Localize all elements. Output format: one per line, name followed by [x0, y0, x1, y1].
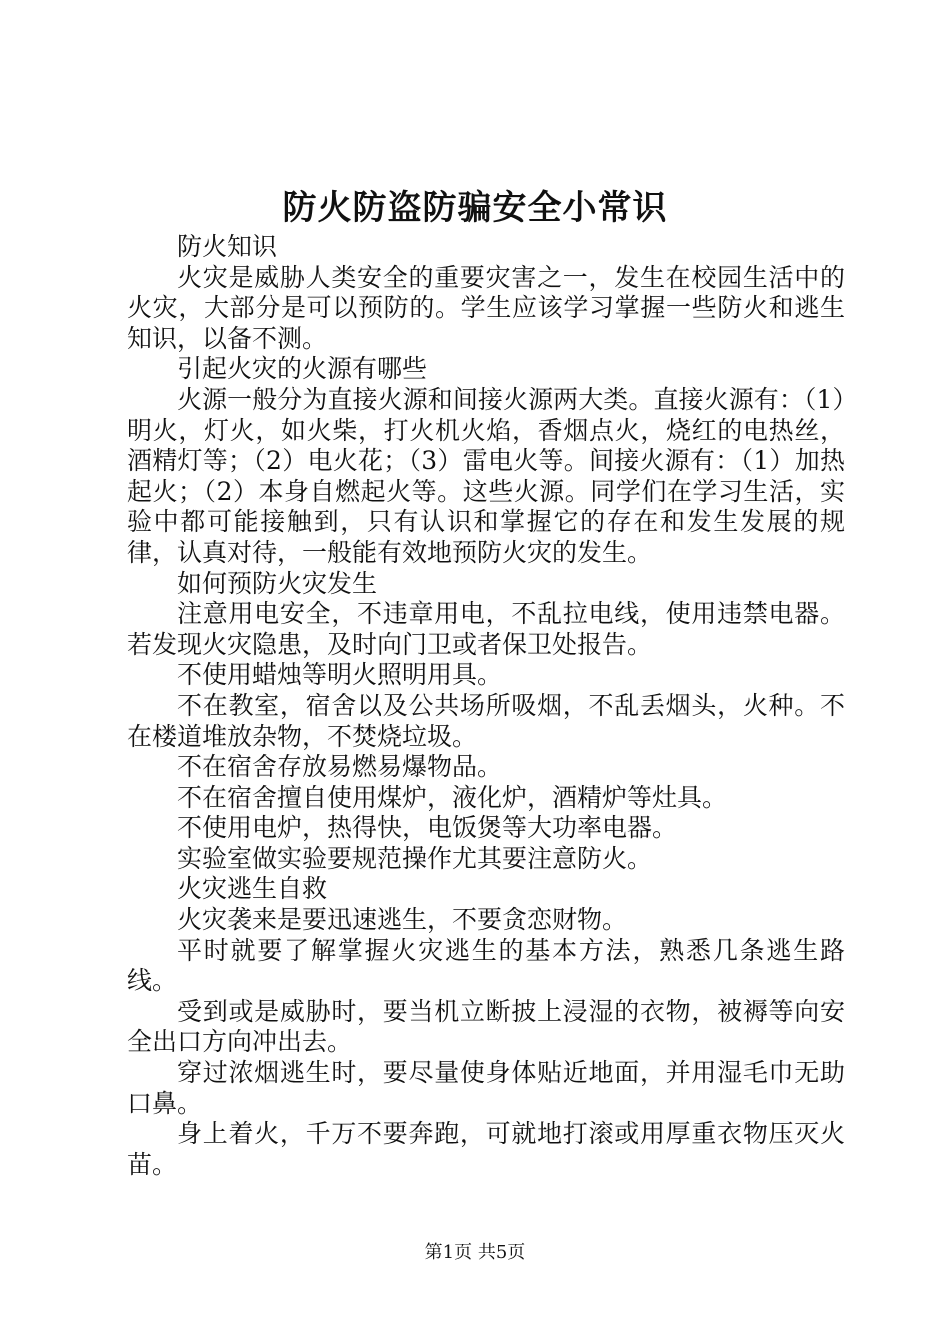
section-heading: 引起火灾的火源有哪些 — [177, 354, 428, 384]
document-title: 防火防盗防骗安全小常识 — [282, 188, 668, 228]
body-paragraph: 火灾是威胁人类安全的重要灾害之一，发生在校园生活中的火灾，大部分是可以预防的。学生应该学习掌握一些防火和逃生知识，以备不测。 — [127, 262, 845, 353]
body-paragraph: 火灾袭来是要迅速逃生，不要贪恋财物。 — [177, 905, 628, 935]
section-heading: 火灾逃生自救 — [177, 874, 328, 904]
body-paragraph: 穿过浓烟逃生时，要尽量使身体贴近地面，并用湿毛巾无助口鼻。 — [127, 1058, 845, 1118]
body-paragraph: 注意用电安全，不违章用电，不乱拉电线，使用违禁电器。若发现火灾隐患，及时向门卫或者保卫处报告。 — [127, 599, 845, 659]
page-number-footer: 第1页 共5页 — [424, 1242, 526, 1263]
section-heading: 防火知识 — [177, 232, 278, 261]
body-paragraph: 火源一般分为直接火源和间接火源两大类。直接火源有：（1）明火，灯火，如火柴，打火机火焰，香烟点火，烧红的电热丝，酒精灯等；（2）电火花；（3）雷电火等。间接火源有：（1）加热起火；（2）本身自燃起火等。这些火源。同学们在学习生活，实验中都可能接触到，只有认识和掌握它的存在和发生发展的规律，认真对待，一般能有效地预防火灾的发生。 — [127, 384, 845, 567]
document-body — [127, 232, 845, 1180]
body-paragraph: 实验室做实验要规范操作尤其要注意防火。 — [177, 843, 653, 873]
body-paragraph: 身上着火，千万不要奔跑，可就地打滚或用厚重衣物压灭火苗。 — [127, 1119, 845, 1179]
body-paragraph: 不在宿舍擅自使用煤炉，液化炉，酒精炉等灶具。 — [177, 782, 728, 812]
body-paragraph: 不在教室，宿舍以及公共场所吸烟，不乱丢烟头，火种。不在楼道堆放杂物，不焚烧垃圾。 — [127, 690, 845, 751]
body-paragraph: 不使用蜡烛等明火照明用具。 — [177, 660, 503, 690]
body-paragraph: 受到或是威胁时，要当机立断披上浸湿的衣物，被褥等向安全出口方向冲出去。 — [127, 996, 845, 1057]
body-paragraph: 平时就要了解掌握火灾逃生的基本方法，熟悉几条逃生路线。 — [127, 935, 845, 996]
section-heading: 如何预防火灾发生 — [177, 568, 378, 598]
body-paragraph: 不使用电炉，热得快，电饭煲等大功率电器。 — [177, 813, 678, 843]
body-paragraph: 不在宿舍存放易燃易爆物品。 — [177, 752, 503, 782]
